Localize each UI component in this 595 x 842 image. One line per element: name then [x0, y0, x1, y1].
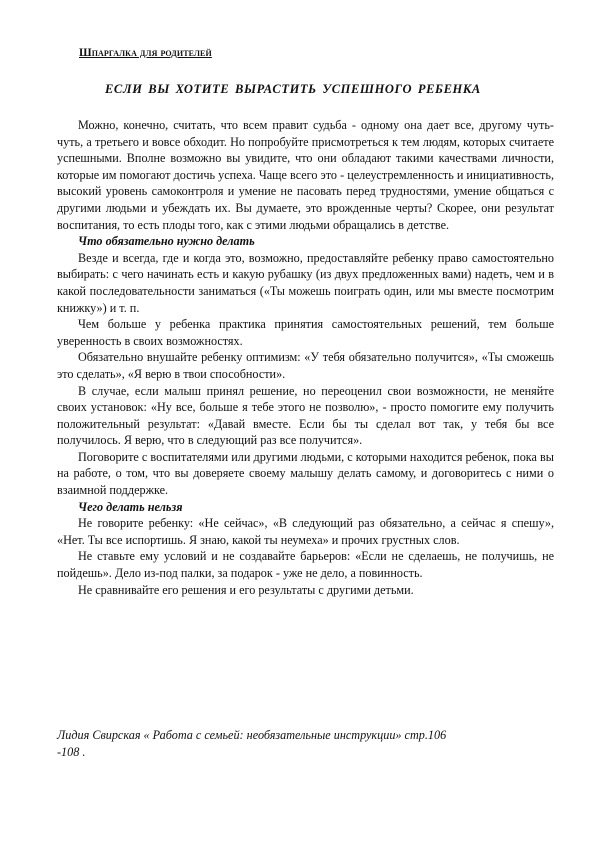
- citation-footer: [57, 727, 537, 760]
- paragraph: Обязательно внушайте ребенку оптимизм: «У тебя обязательно получится», «Ты сможешь это сделать», «Я верю в твои способности».: [57, 350, 554, 381]
- paragraph: Чем больше у ребенка практика принятия самостоятельных решений, тем больше уверенность в своих возможностях.: [57, 317, 554, 348]
- citation-line: Лидия Свирская « Работа с семьей: необязательные инструкции» стр.106: [57, 728, 447, 742]
- subheading-must-not-do: Чего делать нельзя: [78, 499, 183, 514]
- paragraph: В случае, если малыш принял решение, но переоценил свои возможности, не меняйте своих установок: «Ну все, больше я тебе этого не позволю», - просто помогите ему получить положительный результат: «Давай вместе. Если бы ты сделал вот так, у тебя бы все получилось. Я верю, что в следующий раз все получится».: [57, 383, 554, 448]
- citation-line: -108 .: [57, 744, 86, 759]
- document-body: [57, 117, 554, 598]
- intro-paragraph: Можно, конечно, считать, что всем правит судьба - одному она дает все, другому чуть-чуть, а третьего и вовсе обходит. Но попробуйте присмотреться к тем людям, которых считаете успешными. Вполне возможно вы увидите, что они обладают такими качествами личности, которые им помогают достичь успеха. Чаще всего это - целеустремленность и инициативность, высокий уровень самоконтроля и умение не пасовать перед трудностями, умение общаться с другими людьми и убеждать их. Вы думаете, это врожденные черты? Скорее, они результат воспитания, то есть плоды того, как с этими людьми обращались в детстве.: [57, 118, 554, 232]
- section-header: Шпаргалка для родителей: [79, 47, 212, 59]
- paragraph: Не сравнивайте его решения и его результаты с другими детьми.: [78, 582, 414, 597]
- subheading-must-do: Что обязательно нужно делать: [78, 234, 255, 249]
- document-title: ЕСЛИ ВЫ ХОТИТЕ ВЫРАСТИТЬ УСПЕШНОГО РЕБЕНКА: [105, 82, 481, 96]
- paragraph: Не говорите ребенку: «Не сейчас», «В следующий раз обязательно, а сейчас я спешу», «Нет. Ты все испортишь. Я знаю, какой ты неумеха» и прочих грустных слов.: [57, 516, 554, 547]
- paragraph: Не ставьте ему условий и не создавайте барьеров: «Если не сделаешь, не получишь, не пойдешь». Дело из-под палки, за подарок - уже не дело, а повинность.: [57, 549, 554, 581]
- paragraph: Везде и всегда, где и когда это, возможно, предоставляйте ребенку право самостоятельно выбирать: с чего начинать есть и какую рубашку (из двух предложенных вами) надеть, чем и в какой последовательности заниматься («Ты можешь поиграть один, или мы вместе посмотрим книжку») и т. п.: [57, 250, 554, 315]
- paragraph: Поговорите с воспитателями или другими людьми, с которыми находится ребенок, пока вы на работе, о том, что вы доверяете своему малышу делать самому, и договоритесь с ними о взаимной поддержке.: [57, 449, 554, 498]
